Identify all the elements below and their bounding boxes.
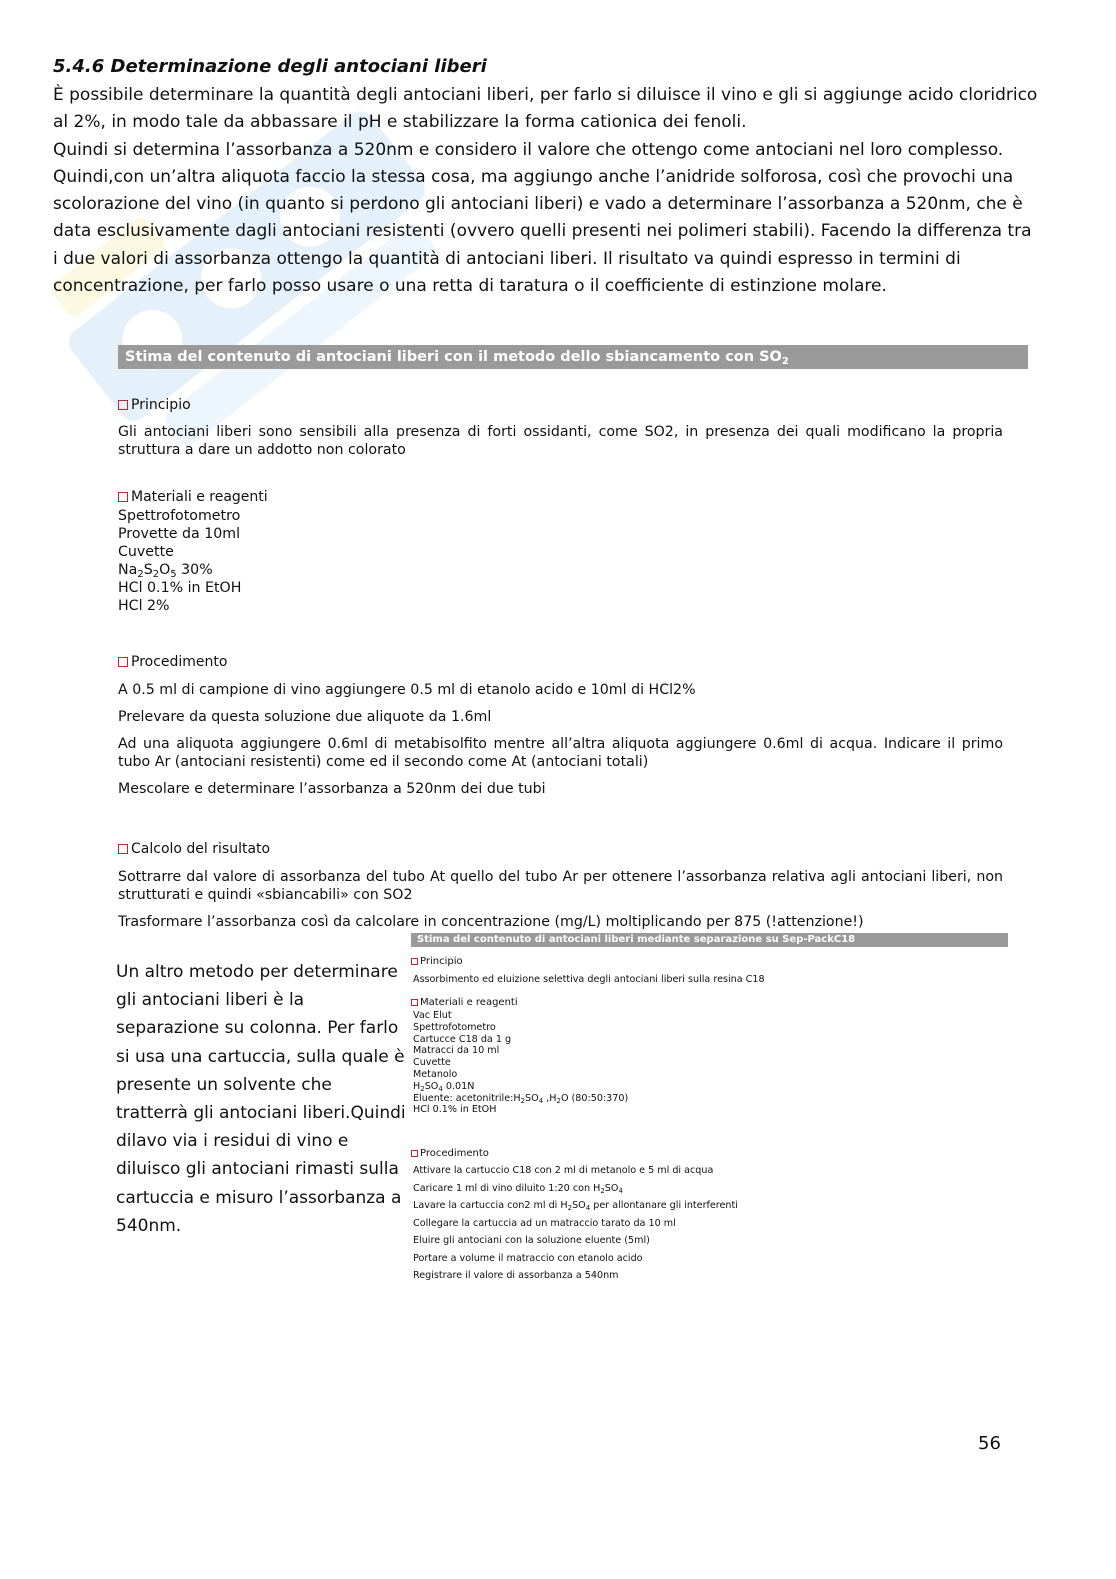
list-item: $Na_2S_2O_5$ 30% xyxy=(118,562,213,580)
principio-heading: Principio xyxy=(411,956,463,967)
slide-title: Stima del contenuto di antociani liberi con il metodo dello sbiancamento con SO xyxy=(125,349,782,365)
materiali-list xyxy=(118,507,241,615)
list-item: HCl 0.1% in EtOH xyxy=(413,1104,497,1116)
principio-heading: Principio xyxy=(118,397,191,413)
list-item: Vac Elut xyxy=(413,1010,452,1021)
procedimento-heading: Procedimento xyxy=(118,654,227,670)
page-number: 56 xyxy=(978,1433,1001,1454)
list-item: Spettrofotometro xyxy=(413,1021,496,1033)
materiali-list xyxy=(413,1010,628,1116)
slide-sep-pack xyxy=(411,933,1008,1281)
section-heading: 5.4.6 Determinazione degli antociani liberi xyxy=(53,56,487,77)
checkbox-bullet-icon xyxy=(118,492,128,502)
checkbox-bullet-icon xyxy=(118,400,128,410)
principio-text: Assorbimento ed eluizione selettiva degli antociani liberi sulla resina C18 xyxy=(413,974,765,985)
procedimento-step: Attivare la cartuccio C18 con 2 ml di metanolo e 5 ml di acqua xyxy=(413,1165,714,1176)
checkbox-bullet-icon xyxy=(411,958,418,965)
list-item: Eluente: $acetonitrile:H_2SO_4$ $,H_2O$ (80:50:370) xyxy=(413,1092,629,1105)
procedimento-step: Caricare 1 ml di vino diluito 1:20 con $H_2SO_4$ xyxy=(413,1182,623,1195)
checkbox-bullet-icon xyxy=(118,657,128,667)
list-item: Provette da 10ml xyxy=(118,526,241,542)
procedimento-step: Lavare la cartuccia con2 ml di $H_2SO_4$ per allontanare gli interferenti xyxy=(413,1200,738,1212)
procedimento-step: Registrare il valore di assorbanza a 540nm xyxy=(413,1270,619,1281)
list-item: HCl 0.1% in EtOH xyxy=(118,580,242,596)
list-item: Cuvette xyxy=(413,1057,451,1069)
intro-paragraph: È possibile determinare la quantità degli antociani liberi, per farlo si diluisce il vino e gli si aggiunge acido cloridrico al 2%, in modo tale da abbassare il pH e stabilizzare la forma cationica dei fenoli. xyxy=(53,85,1038,133)
procedimento-step: Collegare la cartuccia ad un matraccio tarato da 10 ml xyxy=(413,1217,676,1229)
procedimento-step: Portare a volume il matraccio con etanolo acido xyxy=(413,1252,643,1264)
materiali-heading: Materiali e reagenti xyxy=(118,489,268,505)
list-item: Spettrofotometro xyxy=(118,508,241,524)
procedimento-step: Mescolare e determinare l’assorbanza a 520nm dei due tubi xyxy=(118,781,546,797)
procedimento-step: A 0.5 ml di campione di vino aggiungere 0.5 ml di etanolo acido e 10ml di HCl2% xyxy=(118,682,696,698)
side-paragraph: Un altro metodo per determinare gli antociani liberi è la separazione su colonna. Per farlo si usa una cartuccia, sulla quale è presente un solvente che tratterrà gli antociani liberi.Quindi dilavo via i residui di vino e diluisco gli antociani rimasti sulla cartuccia e misuro l’assorbanza a 540nm. xyxy=(116,962,406,1236)
checkbox-bullet-icon xyxy=(411,1150,418,1157)
procedimento-heading: Procedimento xyxy=(411,1148,489,1159)
slide-title-bar: Stima del contenuto di antociani liberi mediante separazione su Sep-PackC18 xyxy=(411,933,1008,947)
materiali-heading: Materiali e reagenti xyxy=(411,997,518,1008)
list-item: Cuvette xyxy=(118,544,174,560)
calcolo-heading: Calcolo del risultato xyxy=(118,841,270,857)
calcolo-step: Sottrarre dal valore di assorbanza del tubo At quello del tubo Ar per ottenere l’assorbanza relativa agli antociani liberi, non strutturati e quindi «sbiancabili» con SO2 xyxy=(118,869,1003,903)
list-item: HCl 2% xyxy=(118,598,170,614)
slide-sbiancamento xyxy=(118,345,1028,930)
list-item: $H_2SO_4$ 0.01N xyxy=(413,1080,475,1093)
slide-title-bar: Stima del contenuto di antociani liberi con il metodo dello sbiancamento con $SO_2$ xyxy=(118,345,1028,369)
principio-text: Gli antociani liberi sono sensibili alla presenza di forti ossidanti, come SO2, in presenza dei quali modificano la propria struttura a dare un addotto non colorato xyxy=(118,424,1003,458)
intro-paragraph: Quindi si determina l’assorbanza a 520nm e considero il valore che ottengo come antociani nel loro complesso. Quindi,con un’altra aliquota faccio la stessa cosa, ma aggiungo anche l’anidride solforosa, così che provochi una scolorazione del vino (in quanto si perdono gli antociani liberi) e vado a determinare l’assorbanza a 520nm, che è data esclusivamente dagli antociani resistenti (ovvero quelli presenti nei polimeri stabili). Facendo la differenza tra i due valori di assorbanza ottengo la quantità di antociani liberi. Il risultato va quindi espresso in termini di concentrazione, per farlo posso usare o una retta di taratura o il coefficiente di estinzione molare. xyxy=(53,139,1032,297)
checkbox-bullet-icon xyxy=(411,999,418,1006)
checkbox-bullet-icon xyxy=(118,844,128,854)
list-item: Cartucce C18 da 1 g xyxy=(413,1033,512,1045)
list-item: Metanolo xyxy=(413,1068,458,1080)
procedimento-step: Eluire gli antociani con la soluzione eluente (5ml) xyxy=(413,1235,650,1246)
procedimento-step: Prelevare da questa soluzione due aliquote da 1.6ml xyxy=(118,709,492,725)
calcolo-step: Trasformare l’assorbanza così da calcolare in concentrazione (mg/L) moltiplicando per 875 (!attenzione!) xyxy=(118,914,864,930)
procedimento-list xyxy=(413,1162,738,1285)
procedimento-step: Ad una aliquota aggiungere 0.6ml di metabisolfito mentre all’altra aliquota aggiungere 0.6ml di acqua. Indicare il primo tubo Ar (antociani resistenti) come ed il secondo come At (antociani totali) xyxy=(118,736,1003,770)
list-item: Matracci da 10 ml xyxy=(413,1045,500,1057)
intro-text xyxy=(53,82,1038,300)
